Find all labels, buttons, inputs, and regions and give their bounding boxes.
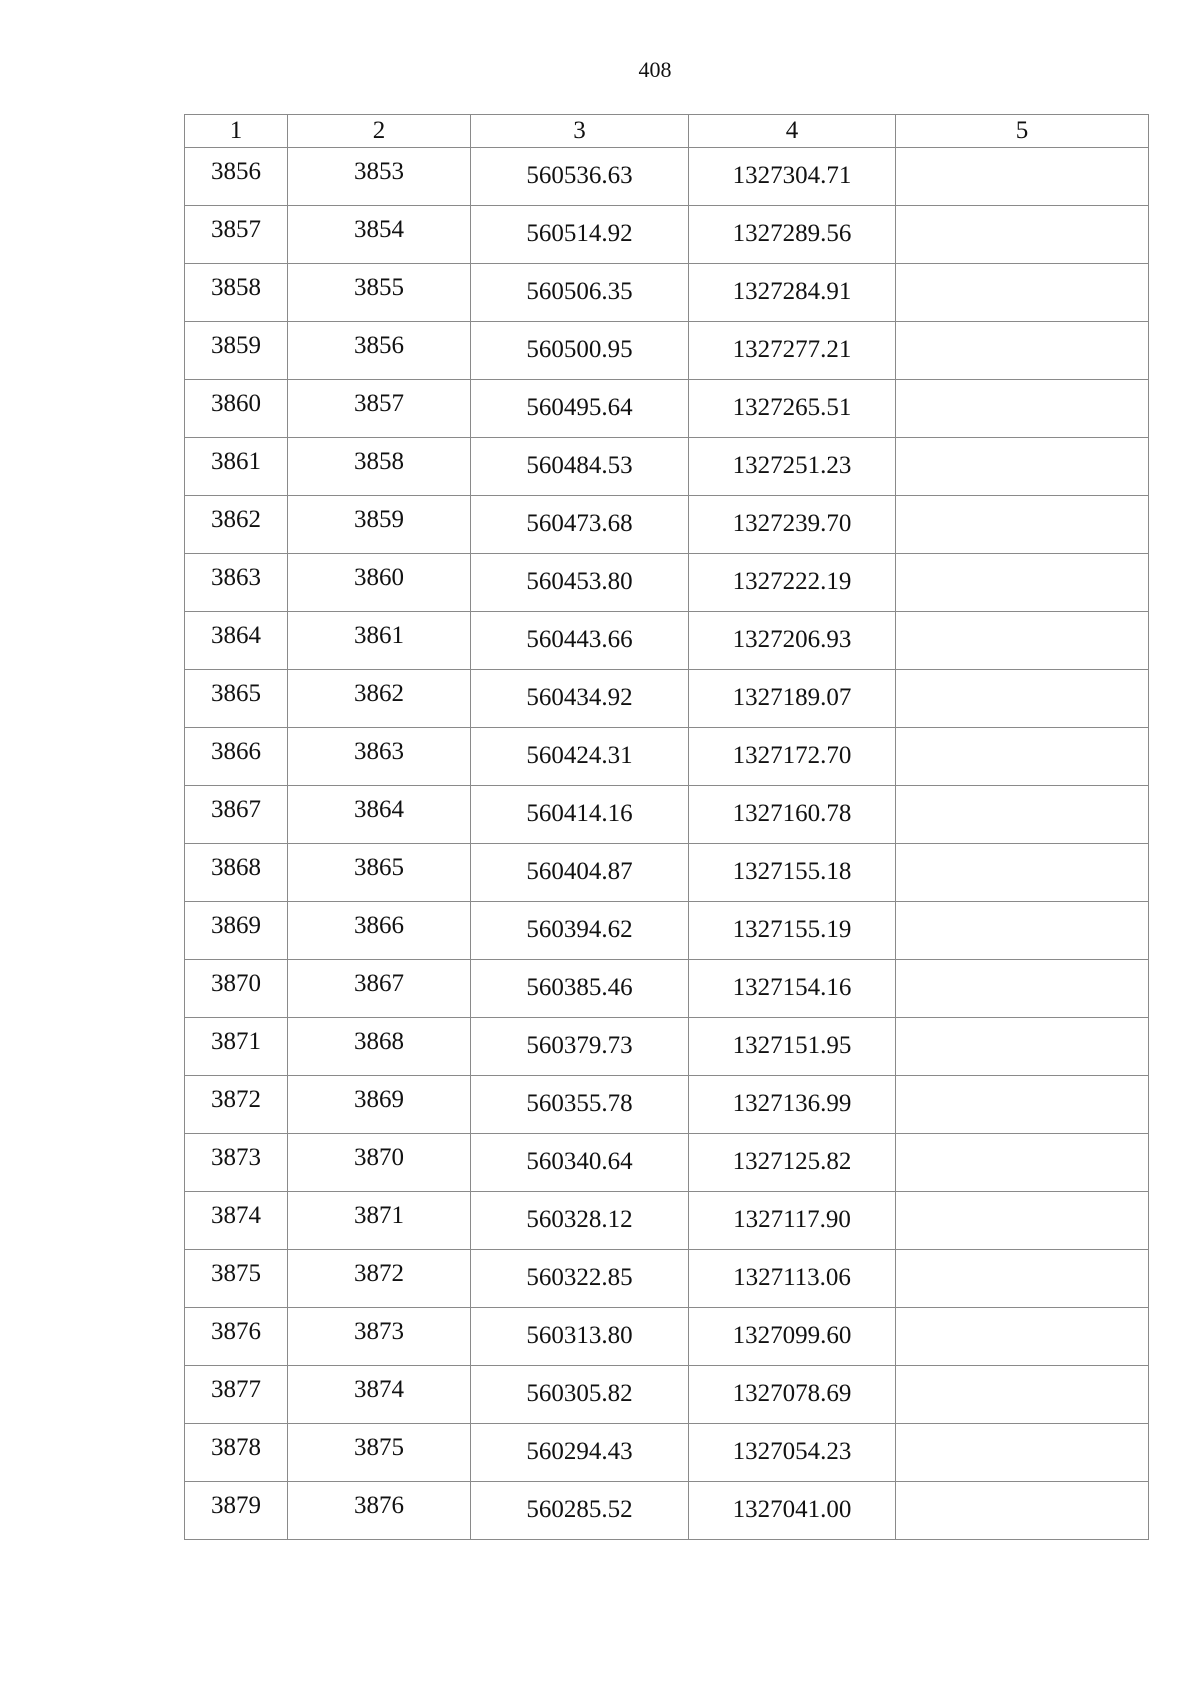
y-coordinate-cell: 1327117.90 [689,1192,896,1250]
point-number-cell: 3866 [185,728,288,786]
y-coordinate-cell: 1327160.78 [689,786,896,844]
x-coordinate-cell: 560473.68 [471,496,689,554]
table-row [185,1192,1149,1250]
point-number-cell: 3878 [185,1424,288,1482]
table-row [185,728,1149,786]
x-coordinate-cell: 560379.73 [471,1018,689,1076]
y-coordinate-cell: 1327113.06 [689,1250,896,1308]
previous-point-cell: 3854 [288,206,471,264]
note-cell [896,728,1149,786]
table-row [185,380,1149,438]
note-cell [896,1482,1149,1540]
x-coordinate-cell: 560385.46 [471,960,689,1018]
y-coordinate-cell: 1327099.60 [689,1308,896,1366]
table-row [185,322,1149,380]
previous-point-cell: 3863 [288,728,471,786]
point-number-cell: 3868 [185,844,288,902]
x-coordinate-cell: 560500.95 [471,322,689,380]
y-coordinate-cell: 1327289.56 [689,206,896,264]
previous-point-cell: 3859 [288,496,471,554]
previous-point-cell: 3864 [288,786,471,844]
y-coordinate-cell: 1327136.99 [689,1076,896,1134]
previous-point-cell: 3862 [288,670,471,728]
previous-point-cell: 3861 [288,612,471,670]
previous-point-cell: 3856 [288,322,471,380]
point-number-cell: 3862 [185,496,288,554]
note-cell [896,1018,1149,1076]
point-number-cell: 3876 [185,1308,288,1366]
table-row [185,612,1149,670]
previous-point-cell: 3865 [288,844,471,902]
point-number-cell: 3861 [185,438,288,496]
note-cell [896,438,1149,496]
previous-point-cell: 3874 [288,1366,471,1424]
column-header-3: 3 [471,115,689,148]
table-row [185,438,1149,496]
point-number-cell: 3869 [185,902,288,960]
table-row [185,670,1149,728]
y-coordinate-cell: 1327239.70 [689,496,896,554]
point-number-cell: 3867 [185,786,288,844]
table-row [185,902,1149,960]
previous-point-cell: 3869 [288,1076,471,1134]
point-number-cell: 3856 [185,148,288,206]
x-coordinate-cell: 560506.35 [471,264,689,322]
y-coordinate-cell: 1327155.19 [689,902,896,960]
previous-point-cell: 3853 [288,148,471,206]
table-row [185,1250,1149,1308]
y-coordinate-cell: 1327054.23 [689,1424,896,1482]
x-coordinate-cell: 560340.64 [471,1134,689,1192]
note-cell [896,554,1149,612]
table-row [185,1018,1149,1076]
coordinates-table [184,114,1149,1540]
point-number-cell: 3871 [185,1018,288,1076]
note-cell [896,1250,1149,1308]
x-coordinate-cell: 560305.82 [471,1366,689,1424]
x-coordinate-cell: 560294.43 [471,1424,689,1482]
x-coordinate-cell: 560414.16 [471,786,689,844]
previous-point-cell: 3860 [288,554,471,612]
y-coordinate-cell: 1327251.23 [689,438,896,496]
previous-point-cell: 3870 [288,1134,471,1192]
point-number-cell: 3877 [185,1366,288,1424]
page-number: 408 [638,57,672,82]
note-cell [896,148,1149,206]
point-number-cell: 3865 [185,670,288,728]
y-coordinate-cell: 1327172.70 [689,728,896,786]
y-coordinate-cell: 1327189.07 [689,670,896,728]
previous-point-cell: 3873 [288,1308,471,1366]
table-row [185,786,1149,844]
x-coordinate-cell: 560443.66 [471,612,689,670]
table-row [185,206,1149,264]
x-coordinate-cell: 560328.12 [471,1192,689,1250]
point-number-cell: 3875 [185,1250,288,1308]
table-row [185,496,1149,554]
table-row [185,960,1149,1018]
table-row [185,1366,1149,1424]
previous-point-cell: 3872 [288,1250,471,1308]
x-coordinate-cell: 560484.53 [471,438,689,496]
column-header-1: 1 [185,115,288,148]
note-cell [896,1308,1149,1366]
point-number-cell: 3863 [185,554,288,612]
previous-point-cell: 3876 [288,1482,471,1540]
note-cell [896,1076,1149,1134]
point-number-cell: 3858 [185,264,288,322]
x-coordinate-cell: 560355.78 [471,1076,689,1134]
previous-point-cell: 3867 [288,960,471,1018]
note-cell [896,206,1149,264]
note-cell [896,1366,1149,1424]
note-cell [896,612,1149,670]
previous-point-cell: 3875 [288,1424,471,1482]
x-coordinate-cell: 560394.62 [471,902,689,960]
x-coordinate-cell: 560404.87 [471,844,689,902]
y-coordinate-cell: 1327284.91 [689,264,896,322]
table-header [185,115,1149,148]
note-cell [896,670,1149,728]
x-coordinate-cell: 560424.31 [471,728,689,786]
y-coordinate-cell: 1327277.21 [689,322,896,380]
previous-point-cell: 3855 [288,264,471,322]
y-coordinate-cell: 1327151.95 [689,1018,896,1076]
note-cell [896,1424,1149,1482]
note-cell [896,786,1149,844]
x-coordinate-cell: 560322.85 [471,1250,689,1308]
point-number-cell: 3857 [185,206,288,264]
note-cell [896,960,1149,1018]
column-header-4: 4 [689,115,896,148]
point-number-cell: 3874 [185,1192,288,1250]
table-row [185,844,1149,902]
note-cell [896,322,1149,380]
table-row [185,1424,1149,1482]
x-coordinate-cell: 560536.63 [471,148,689,206]
column-header-2: 2 [288,115,471,148]
point-number-cell: 3864 [185,612,288,670]
table-row [185,554,1149,612]
y-coordinate-cell: 1327304.71 [689,148,896,206]
table-row [185,1076,1149,1134]
y-coordinate-cell: 1327222.19 [689,554,896,612]
y-coordinate-cell: 1327206.93 [689,612,896,670]
point-number-cell: 3860 [185,380,288,438]
note-cell [896,902,1149,960]
previous-point-cell: 3857 [288,380,471,438]
x-coordinate-cell: 560453.80 [471,554,689,612]
y-coordinate-cell: 1327041.00 [689,1482,896,1540]
note-cell [896,380,1149,438]
point-number-cell: 3859 [185,322,288,380]
table-row [185,1134,1149,1192]
y-coordinate-cell: 1327154.16 [689,960,896,1018]
note-cell [896,1134,1149,1192]
previous-point-cell: 3858 [288,438,471,496]
y-coordinate-cell: 1327155.18 [689,844,896,902]
point-number-cell: 3879 [185,1482,288,1540]
y-coordinate-cell: 1327125.82 [689,1134,896,1192]
table-body [185,148,1149,1540]
x-coordinate-cell: 560495.64 [471,380,689,438]
table-row [185,264,1149,322]
previous-point-cell: 3866 [288,902,471,960]
y-coordinate-cell: 1327078.69 [689,1366,896,1424]
table-row [185,1308,1149,1366]
note-cell [896,496,1149,554]
x-coordinate-cell: 560514.92 [471,206,689,264]
table-row [185,148,1149,206]
y-coordinate-cell: 1327265.51 [689,380,896,438]
point-number-cell: 3873 [185,1134,288,1192]
previous-point-cell: 3871 [288,1192,471,1250]
x-coordinate-cell: 560285.52 [471,1482,689,1540]
column-header-5: 5 [896,115,1149,148]
table-row [185,1482,1149,1540]
point-number-cell: 3870 [185,960,288,1018]
note-cell [896,844,1149,902]
x-coordinate-cell: 560313.80 [471,1308,689,1366]
point-number-cell: 3872 [185,1076,288,1134]
previous-point-cell: 3868 [288,1018,471,1076]
note-cell [896,1192,1149,1250]
x-coordinate-cell: 560434.92 [471,670,689,728]
note-cell [896,264,1149,322]
header-row [185,115,1149,148]
